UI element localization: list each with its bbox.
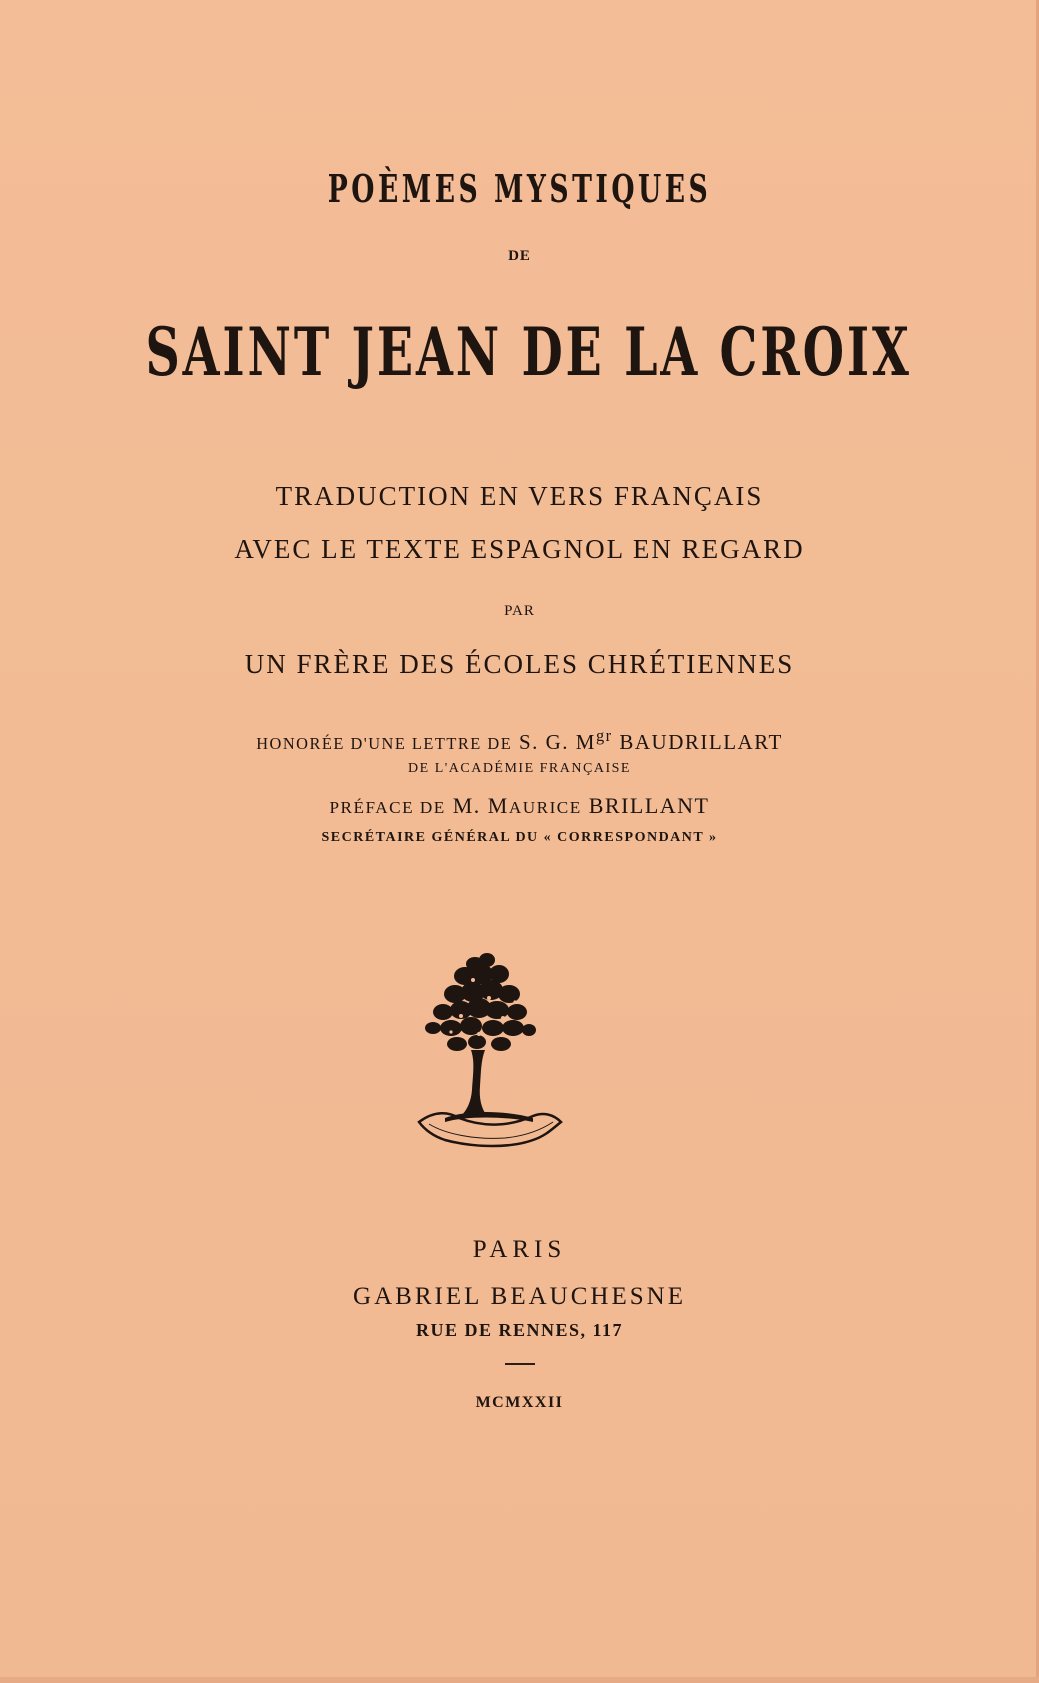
title-line-1: POÈMES MYSTIQUES [327, 166, 712, 211]
preface-brillant: BRILLANT [588, 793, 710, 818]
preface-m: M. M [452, 793, 509, 818]
preface-lead: PRÉFACE DE [329, 798, 446, 817]
subtitle-line-2: AVEC LE TEXTE ESPAGNOL EN REGARD [234, 534, 805, 564]
tree-emblem-icon [415, 950, 565, 1160]
publisher-address: RUE DE RENNES, 117 [415, 1320, 624, 1340]
endorsement-mgr-sup: gr [595, 726, 613, 745]
preface-role-line: SECRÉTAIRE GÉNÉRAL DU « CORRESPONDANT » [321, 830, 718, 845]
page-edge [0, 1677, 1039, 1683]
title-connector: DE [508, 248, 531, 264]
preface-line [0, 793, 1039, 819]
publisher-city: PARIS [472, 1236, 567, 1263]
subtitle-by: PAR [504, 603, 535, 619]
preface-aurice: AURICE [508, 798, 582, 817]
endorsement-sg: S. G. M [518, 730, 596, 754]
endorsement-baudrillart: BAUDRILLART [619, 730, 783, 754]
subtitle-line-1: TRADUCTION EN VERS FRANÇAIS [275, 481, 764, 511]
endorsement-line [0, 726, 1039, 755]
main-title: SAINT JEAN DE LA CROIX [145, 313, 912, 391]
divider-rule [505, 1363, 535, 1365]
endorsement-honoree: HONORÉE D'UNE LETTRE DE [256, 734, 513, 753]
publisher-name: GABRIEL BEAUCHESNE [353, 1283, 686, 1310]
publication-year: MCMXXII [475, 1394, 564, 1411]
academie-line: DE L'ACADÉMIE FRANÇAISE [408, 761, 631, 776]
author-line: UN FRÈRE DES ÉCOLES CHRÉTIENNES [244, 649, 795, 679]
